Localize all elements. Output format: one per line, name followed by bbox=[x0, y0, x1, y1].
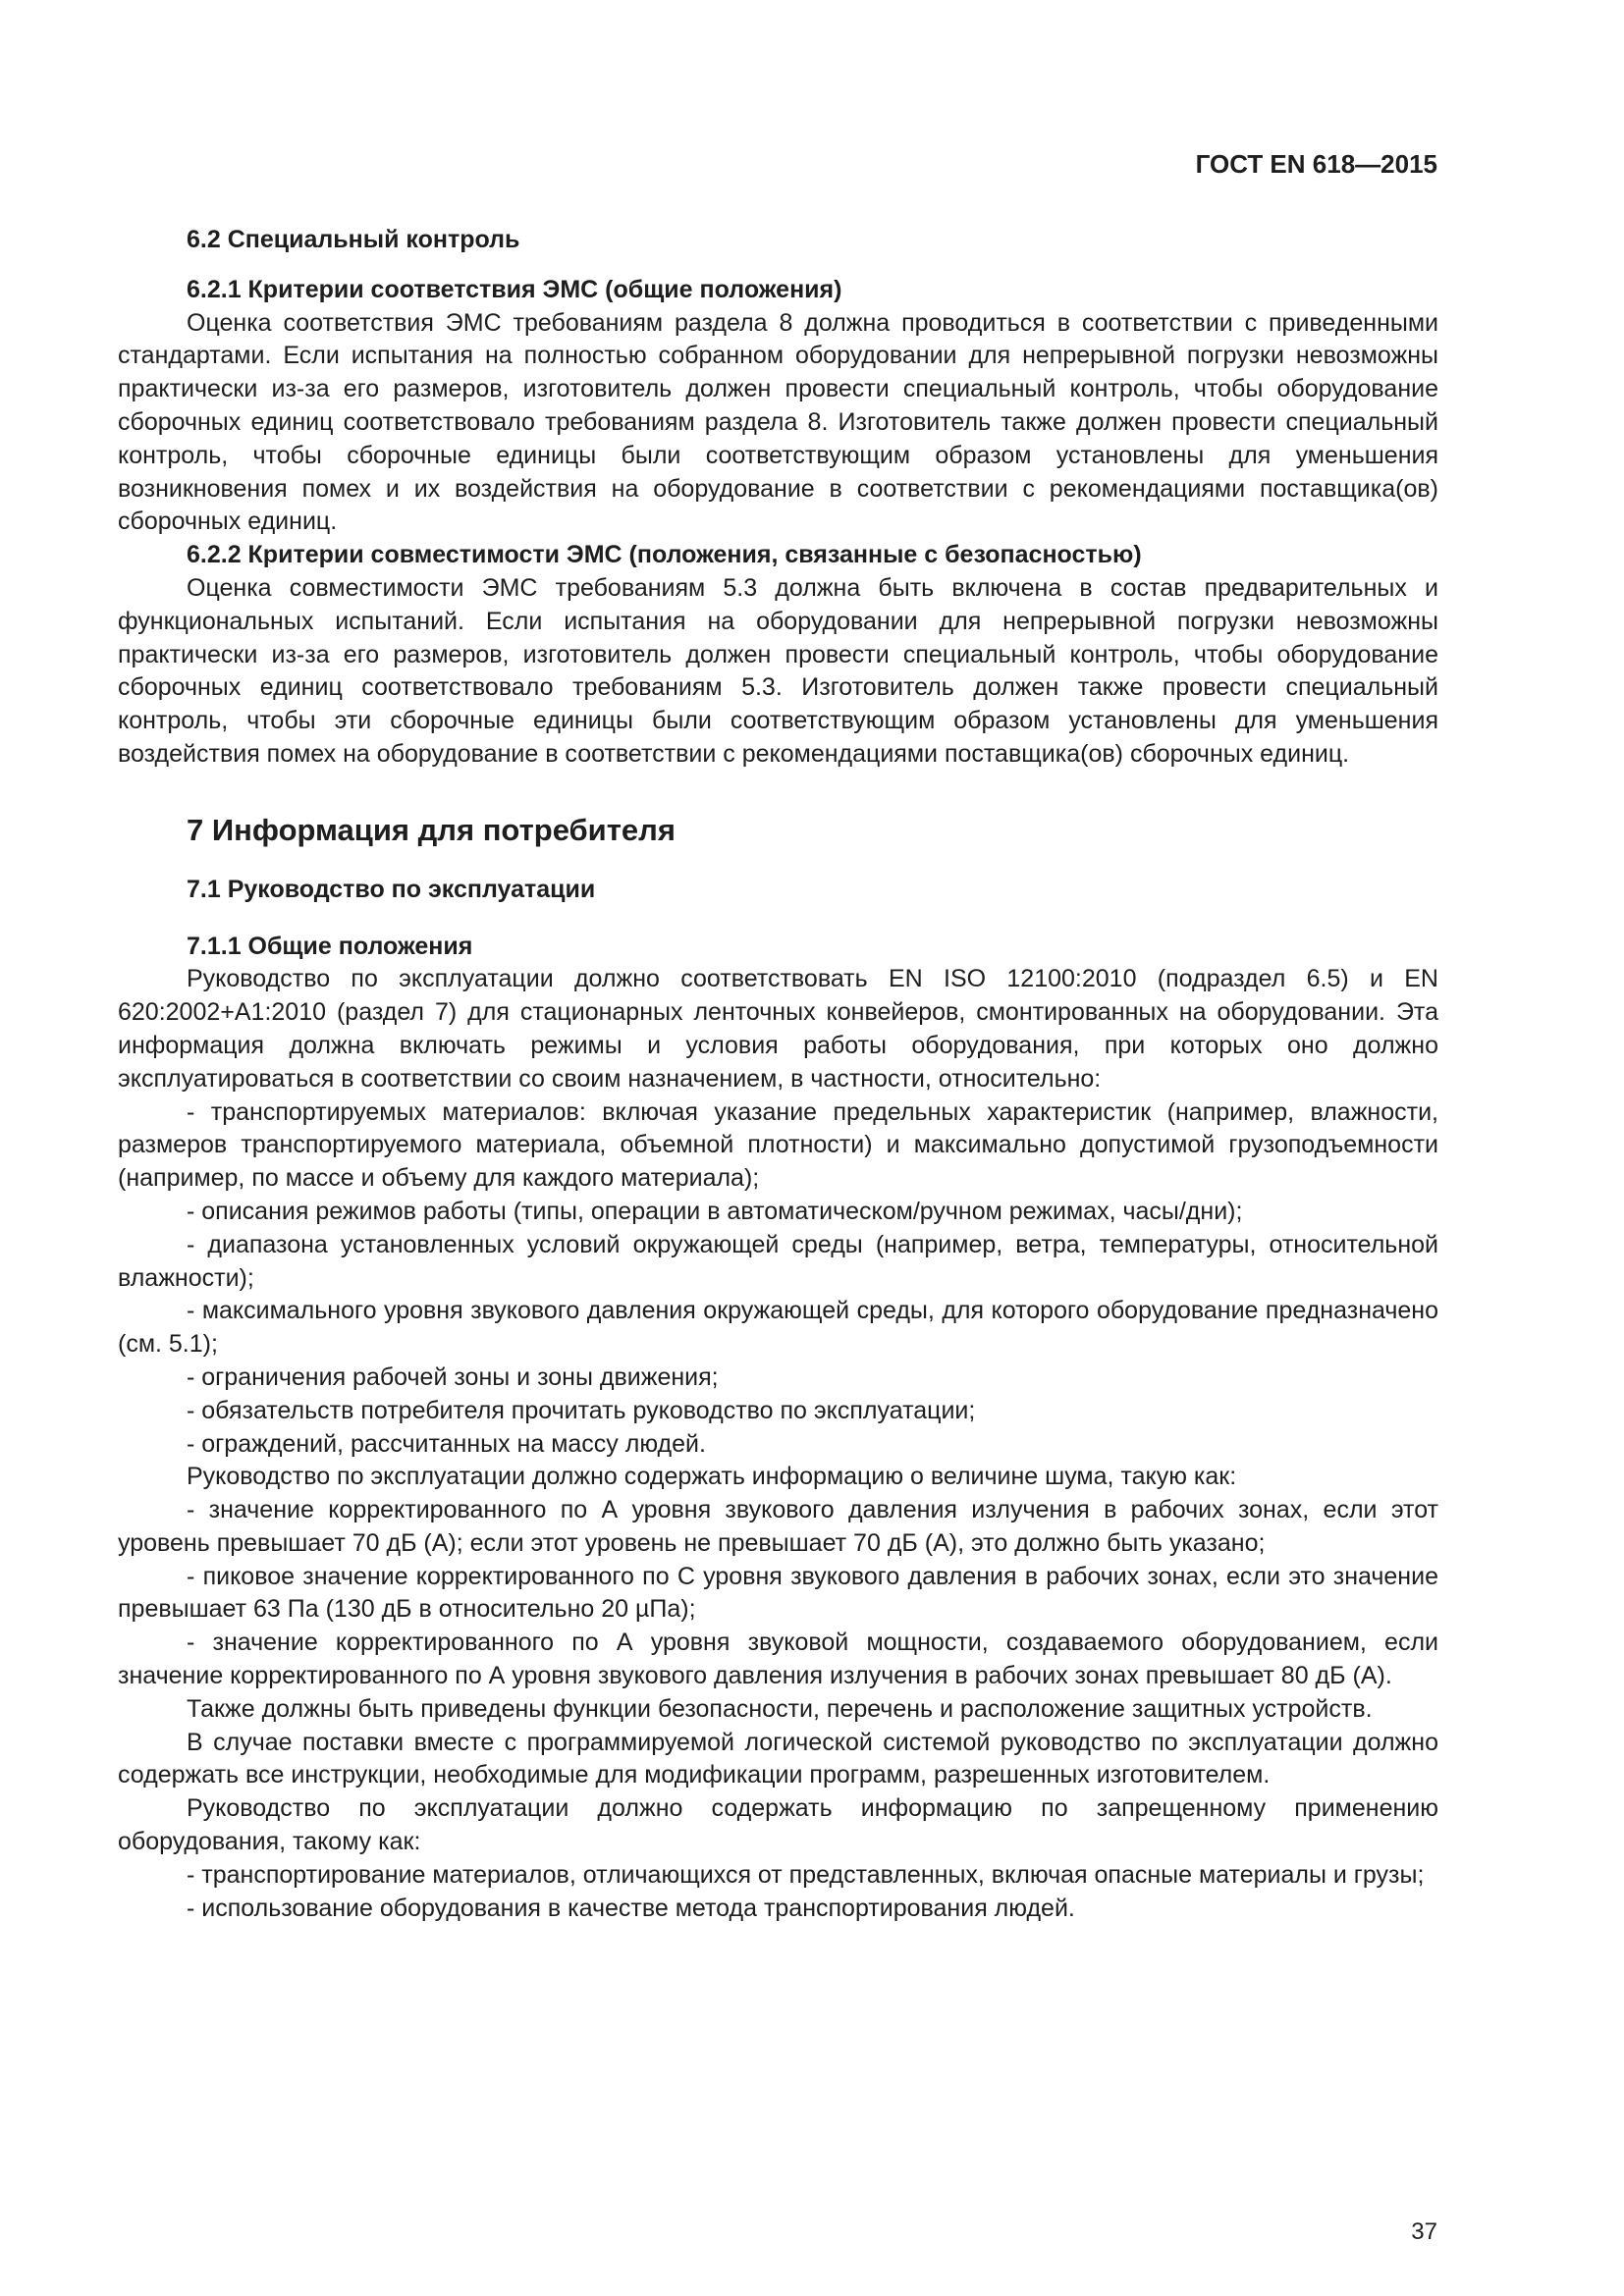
section-6-2-heading: 6.2 Специальный контроль bbox=[187, 226, 520, 253]
section-7-1-1-paragraph-2: Руководство по эксплуатации должно содержать информацию о величине шума, такую как: bbox=[187, 1463, 1237, 1491]
list-item: - пиковое значение корректированного по С уровня звукового давления в рабочих зонах, если это значение превышает 63 Па (130 дБ в относительно 20 µПа); bbox=[118, 1562, 1438, 1624]
section-7-1-heading: 7.1 Руководство по эксплуатации bbox=[187, 875, 596, 903]
list-item: - ограждений, рассчитанных на массу людей. bbox=[187, 1429, 706, 1458]
section-7-1-1-heading: 7.1.1 Общие положения bbox=[187, 932, 473, 960]
section-7-1-1-paragraph-1: Руководство по эксплуатации должно соответствовать EN ISO 12100:2010 (подраздел 6.5) и EN 620:2002+A1:2010 (раздел 7) для стационарных ленточных конвейеров, смонтированных на оборудовании. Эта информация должна включать режимы и условия работы оборудования, при которых оно должно эксплуатироваться в соответствии со своим назначением, в частности, относительно: bbox=[118, 965, 1438, 1093]
list-item: - использование оборудования в качестве метода транспортирования людей. bbox=[187, 1894, 1075, 1922]
section-6-2-1-heading: 6.2.1 Критерии соответствия ЭМС (общие положения) bbox=[187, 275, 842, 303]
list-item: - диапазона установленных условий окружающей среды (например, ветра, температуры, относительной влажности); bbox=[118, 1230, 1438, 1292]
page-number: 37 bbox=[1411, 2218, 1437, 2245]
list-item: - значение корректированного по А уровня звуковой мощности, создаваемого оборудованием, если значение корректированного по А уровня звукового давления излучения в рабочих зонах превышает 80 дБ (А). bbox=[118, 1629, 1438, 1690]
section-6-2-1-paragraph: Оценка соответствия ЭМС требованиям раздела 8 должна проводиться в соответствии с приведенными стандартами. Если испытания на полностью собранном оборудовании для непрерывной погрузки невозможны практически из-за его размеров, изготовитель должен провести специальный контроль, чтобы оборудование сборочных единиц соответствовало требованиям раздела 8. Изготовитель также должен провести специальный контроль, чтобы сборочные единицы были соответствующим образом установлены для уменьшения возникновения помех и их воздействия на оборудование в соответствии с рекомендациями поставщика(ов) сборочных единиц. bbox=[118, 308, 1438, 536]
section-7-1-1-paragraph-3: Также должны быть приведены функции безопасности, перечень и расположение защитных устройств. bbox=[187, 1694, 1373, 1723]
section-7-heading: 7 Информация для потребителя bbox=[187, 812, 676, 847]
list-item: - ограничения рабочей зоны и зоны движения; bbox=[187, 1362, 719, 1391]
section-6-2-2-paragraph: Оценка совместимости ЭМС требованиям 5.3 должна быть включена в состав предварительных и функциональных испытаний. Если испытания на оборудовании для непрерывной погрузки невозможны практически из-за его размеров, изготовитель должен провести специальный контроль, чтобы оборудование сборочных единиц соответствовало требованиям 5.3. Изготовитель должен также провести специальный контроль, чтобы эти сборочные единицы были соответствующим образом установлены для уменьшения воздействия помех на оборудование в соответствии с рекомендациями поставщика(ов) сборочных единиц. bbox=[118, 573, 1438, 768]
list-item: - максимального уровня звукового давления окружающей среды, для которого оборудование предназначено (см. 5.1); bbox=[118, 1297, 1438, 1359]
section-6-2-2-heading: 6.2.2 Критерии совместимости ЭМС (положения, связанные с безопасностью) bbox=[187, 541, 1142, 569]
list-item: - описания режимов работы (типы, операции в автоматическом/ручном режимах, часы/дни); bbox=[187, 1197, 1243, 1225]
section-7-1-1-paragraph-5: Руководство по эксплуатации должно содержать информацию по запрещенному применению оборудования, такому как: bbox=[118, 1794, 1438, 1856]
list-item: - обязательств потребителя прочитать руководство по эксплуатации; bbox=[187, 1396, 976, 1424]
list-item: - транспортируемых материалов: включая указание предельных характеристик (например, влажности, размеров транспортируемого материала, объемной плотности) и максимально допустимой грузоподъемности (например, по массе и объему для каждого материала); bbox=[118, 1097, 1438, 1193]
page-content bbox=[118, 224, 1438, 1925]
list-item: - транспортирование материалов, отличающихся от представленных, включая опасные материалы и грузы; bbox=[187, 1860, 1425, 1889]
document-code: ГОСТ EN 618—2015 bbox=[1195, 149, 1437, 179]
section-7-1-1-paragraph-4: В случае поставки вместе с программируемой логической системой руководство по эксплуатации должно содержать все инструкции, необходимые для модификации программ, разрешенных изготовителем. bbox=[118, 1728, 1438, 1789]
list-item: - значение корректированного по А уровня звукового давления излучения в рабочих зонах, если этот уровень превышает 70 дБ (А); если этот уровень не превышает 70 дБ (А), это должно быть указано; bbox=[118, 1496, 1438, 1557]
